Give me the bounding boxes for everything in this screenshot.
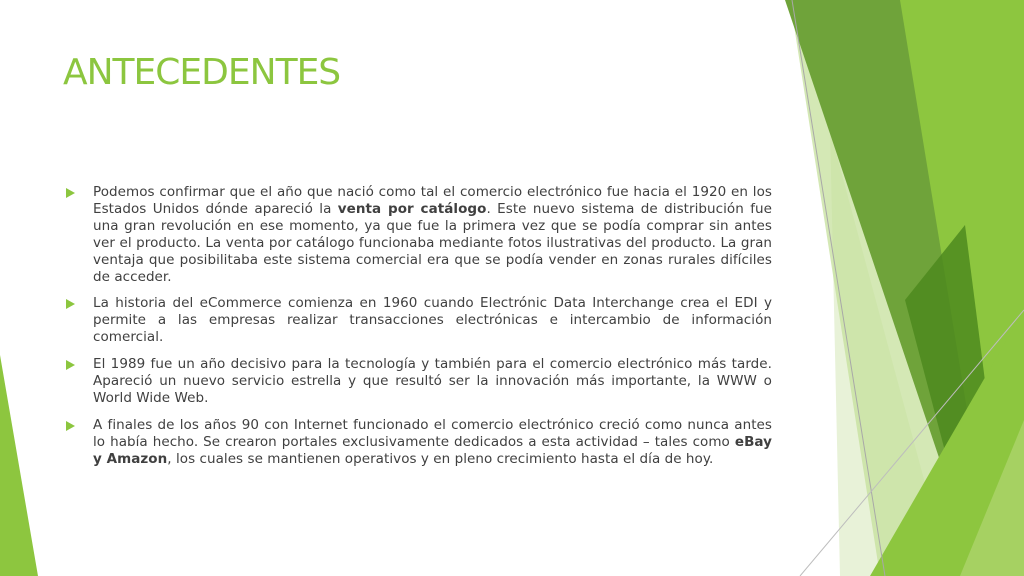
bullet-arrow-icon [66, 188, 75, 198]
bullet-item [64, 295, 772, 346]
bullet-text: El 1989 fue un año decisivo para la tecnología y también para el comercio electrónico más tarde. Apareció un nuevo servicio estrella y que resultó ser la innovación más importante, la WWW o World Wide Web. [93, 356, 772, 406]
bullet-text: Podemos confirmar que el año que nació como tal el comercio electrónico fue hacia el 1920 en los Estados Unidos dónde apareció la [93, 184, 772, 217]
bullet-text: , los cuales se mantienen operativos y en pleno crecimiento hasta el día de hoy. [167, 450, 714, 467]
bullet-arrow-icon [66, 360, 75, 370]
bullet-arrow-icon [66, 299, 75, 309]
bullet-bold-text: venta por catálogo [337, 200, 487, 217]
left-facet [0, 355, 38, 576]
bullet-text: A finales de los años 90 con Internet funcionado el comercio electrónico creció como nunca antes lo había hecho. Se crearon portales exclusivamente dedicados a esta actividad – tales como [93, 416, 772, 450]
bullet-item [64, 184, 772, 285]
slide-title: ANTECEDENTES [63, 52, 341, 93]
bullet-item [64, 356, 772, 407]
bullet-item [64, 417, 772, 468]
bullet-arrow-icon [66, 421, 75, 431]
bullet-text: . Este nuevo sistema de distribución fue una gran revolución en ese momento, ya que fue la primera vez que se podía comprar sin antes ver el producto. La venta por catálogo funcionaba mediante fotos ilustrativas del producto. La gran ventaja que posibilitaba este sistema comercial era que se podía vender en zonas rurales difíciles de acceder. [93, 200, 772, 285]
bullet-bold-text: eBay y Amazon [93, 433, 772, 467]
bullet-text: La historia del eCommerce comienza en 1960 cuando Electrónic Data Interchange crea el EDI y permite a las empresas realizar transacciones electrónicas e intercambio de información comercial. [93, 295, 772, 346]
bullet-list [64, 184, 772, 478]
